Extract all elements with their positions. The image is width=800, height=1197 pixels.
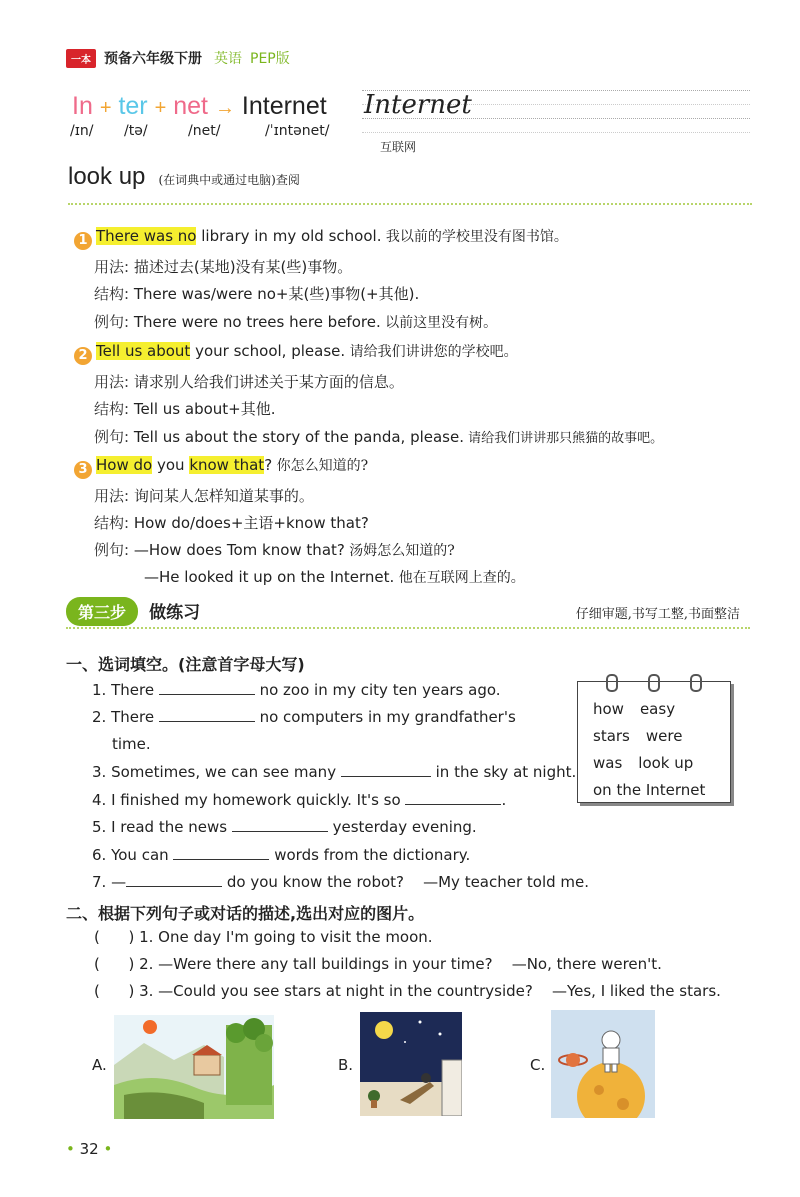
point-1-example bbox=[94, 311, 497, 332]
item-text: 1. One day I'm going to visit the moon. bbox=[139, 928, 433, 946]
highlight-phrase: Tell us about bbox=[96, 342, 191, 360]
sentence-rest: your school, please. bbox=[190, 342, 346, 360]
sentence-rest: library in my old school. bbox=[196, 227, 382, 245]
word-option: on the Internet bbox=[593, 781, 706, 799]
example-text: There were no trees here before. bbox=[133, 313, 381, 331]
answer-blank[interactable] bbox=[405, 790, 501, 805]
structure-label: 结构: bbox=[94, 400, 130, 418]
highlight-phrase-2: know that bbox=[189, 456, 265, 474]
word-internet: Internet bbox=[241, 92, 327, 120]
village-picture[interactable] bbox=[114, 1015, 274, 1119]
item-reply: —Yes, I liked the stars. bbox=[551, 982, 721, 1000]
structure-text: Tell us about+其他. bbox=[133, 400, 276, 418]
example-text: Tell us about the story of the panda, please. bbox=[133, 428, 464, 446]
plus-2: + bbox=[154, 97, 167, 119]
edition: PEP版 bbox=[250, 51, 290, 67]
handwritten-word: Internet bbox=[364, 90, 472, 120]
point-1-usage bbox=[94, 256, 352, 277]
phrase-term: look up bbox=[68, 163, 146, 190]
section-2-title: 二、根据下列句子或对话的描述,选出对应的图片。 bbox=[66, 904, 425, 923]
question-4 bbox=[92, 790, 506, 809]
sentence-cn: 请给我们讲讲您的学校吧。 bbox=[345, 344, 518, 360]
ring-icon bbox=[690, 674, 702, 692]
word-option: easy bbox=[639, 700, 676, 718]
structure-text: There was/were no+某(些)事物(+其他). bbox=[133, 285, 420, 303]
section-1-title: 一、选词填空。(注意首字母大写) bbox=[66, 655, 305, 674]
answer-blank[interactable] bbox=[126, 872, 222, 887]
q-text-b: no zoo in my city ten years ago. bbox=[259, 681, 501, 699]
page-header bbox=[66, 48, 290, 68]
question-7 bbox=[92, 872, 589, 891]
handwriting-lines bbox=[362, 90, 750, 134]
example-label: 例句: bbox=[94, 541, 130, 559]
page-number-value: 32 bbox=[79, 1140, 99, 1158]
word-option: stars bbox=[593, 727, 630, 745]
item-text: 3. —Could you see stars at night in the countryside? bbox=[139, 982, 533, 1000]
arrow: → bbox=[214, 97, 235, 119]
item-text: 2. —Were there any tall buildings in your time? bbox=[139, 955, 493, 973]
highlight-phrase: There was no bbox=[96, 227, 197, 245]
q-text-a: 7. — bbox=[92, 873, 127, 891]
usage-label: 用法: bbox=[94, 258, 130, 276]
sentence-cn: 我以前的学校里没有图书馆。 bbox=[381, 229, 568, 245]
q-text-a: 5. I read the news bbox=[92, 818, 228, 836]
ring-icon bbox=[648, 674, 660, 692]
point-3-usage bbox=[94, 485, 314, 506]
word-option: how bbox=[593, 700, 624, 718]
answer-paren[interactable]: ( ) bbox=[94, 955, 135, 973]
q-text-c: —My teacher told me. bbox=[423, 873, 590, 891]
answer-blank[interactable] bbox=[341, 762, 431, 777]
word-box bbox=[577, 681, 731, 803]
step-bar bbox=[66, 597, 750, 629]
phrase-row bbox=[68, 163, 752, 205]
pic-label-b: B. bbox=[338, 1056, 354, 1074]
word-meaning: 互联网 bbox=[380, 140, 417, 154]
sentence-cn: 你怎么知道的? bbox=[272, 458, 369, 474]
match-item-3 bbox=[94, 982, 721, 1000]
example-label: 例句: bbox=[94, 313, 130, 331]
question-5 bbox=[92, 817, 477, 836]
word-option: was bbox=[593, 754, 623, 772]
plus-1: + bbox=[99, 97, 112, 119]
point-2-example bbox=[94, 426, 663, 447]
phonetic-net: /net/ bbox=[188, 123, 221, 139]
answer-paren[interactable]: ( ) bbox=[94, 928, 135, 946]
page-number bbox=[66, 1140, 112, 1158]
point-number: 2 bbox=[74, 347, 92, 365]
example-text: —How does Tom know that? bbox=[133, 541, 345, 559]
q-text-b: words from the dictionary. bbox=[274, 846, 471, 864]
sentence-mid: you bbox=[152, 456, 190, 474]
usage-text: 请求别人给我们讲述关于某方面的信息。 bbox=[133, 373, 404, 391]
word-option: were bbox=[645, 727, 683, 745]
step-title: 做练习 bbox=[149, 603, 201, 623]
question-1 bbox=[92, 680, 501, 699]
word-option: look up bbox=[638, 754, 694, 772]
q-text-a: 3. Sometimes, we can see many bbox=[92, 763, 337, 781]
q-text-b: no computers in my grandfather's bbox=[259, 708, 516, 726]
part-in: In bbox=[72, 92, 93, 120]
pic-label-c: C. bbox=[530, 1056, 546, 1074]
night-picture[interactable] bbox=[360, 1012, 462, 1116]
match-item-2 bbox=[94, 955, 662, 973]
ring-icon bbox=[606, 674, 618, 692]
point-1-structure bbox=[94, 283, 419, 304]
usage-text: 询问某人怎样知道某事的。 bbox=[133, 487, 314, 505]
point-number: 3 bbox=[74, 461, 92, 479]
match-item-1 bbox=[94, 928, 433, 946]
answer-blank[interactable] bbox=[159, 707, 255, 722]
pic-label-a: A. bbox=[92, 1056, 107, 1074]
q-text-a: 2. There bbox=[92, 708, 155, 726]
q-text-b: yesterday evening. bbox=[332, 818, 477, 836]
answer-blank[interactable] bbox=[232, 817, 328, 832]
answer-paren[interactable]: ( ) bbox=[94, 982, 135, 1000]
phrase-meaning: (在词典中或通过电脑)查阅 bbox=[158, 173, 300, 187]
step-badge: 第三步 bbox=[66, 597, 138, 626]
phonetic-ter: /tə/ bbox=[124, 123, 148, 139]
point-1-sentence bbox=[74, 226, 568, 250]
phonetic-internet: /ˈɪntənet/ bbox=[265, 123, 330, 139]
q-text-a: 4. I finished my homework quickly. It's so bbox=[92, 791, 401, 809]
structure-text: How do/does+主语+know that? bbox=[133, 514, 369, 532]
example-text-2: —He looked it up on the Internet. bbox=[144, 568, 395, 586]
structure-label: 结构: bbox=[94, 514, 130, 532]
example-cn: 请给我们讲讲那只熊猫的故事吧。 bbox=[464, 431, 664, 446]
space-picture[interactable] bbox=[551, 1010, 655, 1118]
question-6 bbox=[92, 845, 470, 864]
q-text-b: . bbox=[501, 791, 507, 809]
book-title: 预备六年级下册 bbox=[104, 51, 202, 67]
point-2-structure bbox=[94, 398, 276, 419]
structure-label: 结构: bbox=[94, 285, 130, 303]
item-reply: —No, there weren't. bbox=[511, 955, 662, 973]
example-cn-2: 他在互联网上查的。 bbox=[394, 570, 525, 586]
example-label: 例句: bbox=[94, 428, 130, 446]
point-3-structure bbox=[94, 512, 369, 533]
point-3-sentence bbox=[74, 455, 368, 479]
point-2-sentence bbox=[74, 341, 518, 365]
usage-text: 描述过去(某地)没有某(些)事物。 bbox=[133, 258, 353, 276]
q-text-b: in the sky at night. bbox=[435, 763, 577, 781]
point-number: 1 bbox=[74, 232, 92, 250]
question-2-cont: time. bbox=[112, 735, 151, 753]
question-3 bbox=[92, 762, 576, 781]
step-motto: 仔细审题,书写工整,书面整洁 bbox=[575, 607, 740, 622]
question-2 bbox=[92, 707, 516, 726]
example-cn: 以前这里没有树。 bbox=[380, 315, 498, 331]
part-ter: ter bbox=[118, 92, 148, 120]
q-text-a: 1. There bbox=[92, 681, 155, 699]
answer-blank[interactable] bbox=[159, 680, 255, 695]
highlight-phrase: How do bbox=[96, 456, 153, 474]
usage-label: 用法: bbox=[94, 373, 130, 391]
logo: 一本 bbox=[66, 49, 96, 68]
usage-label: 用法: bbox=[94, 487, 130, 505]
answer-blank[interactable] bbox=[173, 845, 269, 860]
dot-icon: • bbox=[103, 1140, 113, 1158]
part-net: net bbox=[173, 92, 208, 120]
example-cn: 汤姆怎么知道的? bbox=[344, 543, 455, 559]
sentence-rest: ? bbox=[264, 456, 273, 474]
q-text-a: 6. You can bbox=[92, 846, 169, 864]
point-3-example-2 bbox=[144, 567, 525, 587]
subject: 英语 bbox=[214, 51, 242, 67]
phonetic-in: /ɪn/ bbox=[70, 123, 94, 139]
dot-icon: • bbox=[66, 1140, 75, 1158]
point-3-example bbox=[94, 539, 455, 560]
q-text-b: do you know the robot? bbox=[226, 873, 405, 891]
point-2-usage bbox=[94, 371, 404, 392]
word-build bbox=[72, 92, 327, 121]
